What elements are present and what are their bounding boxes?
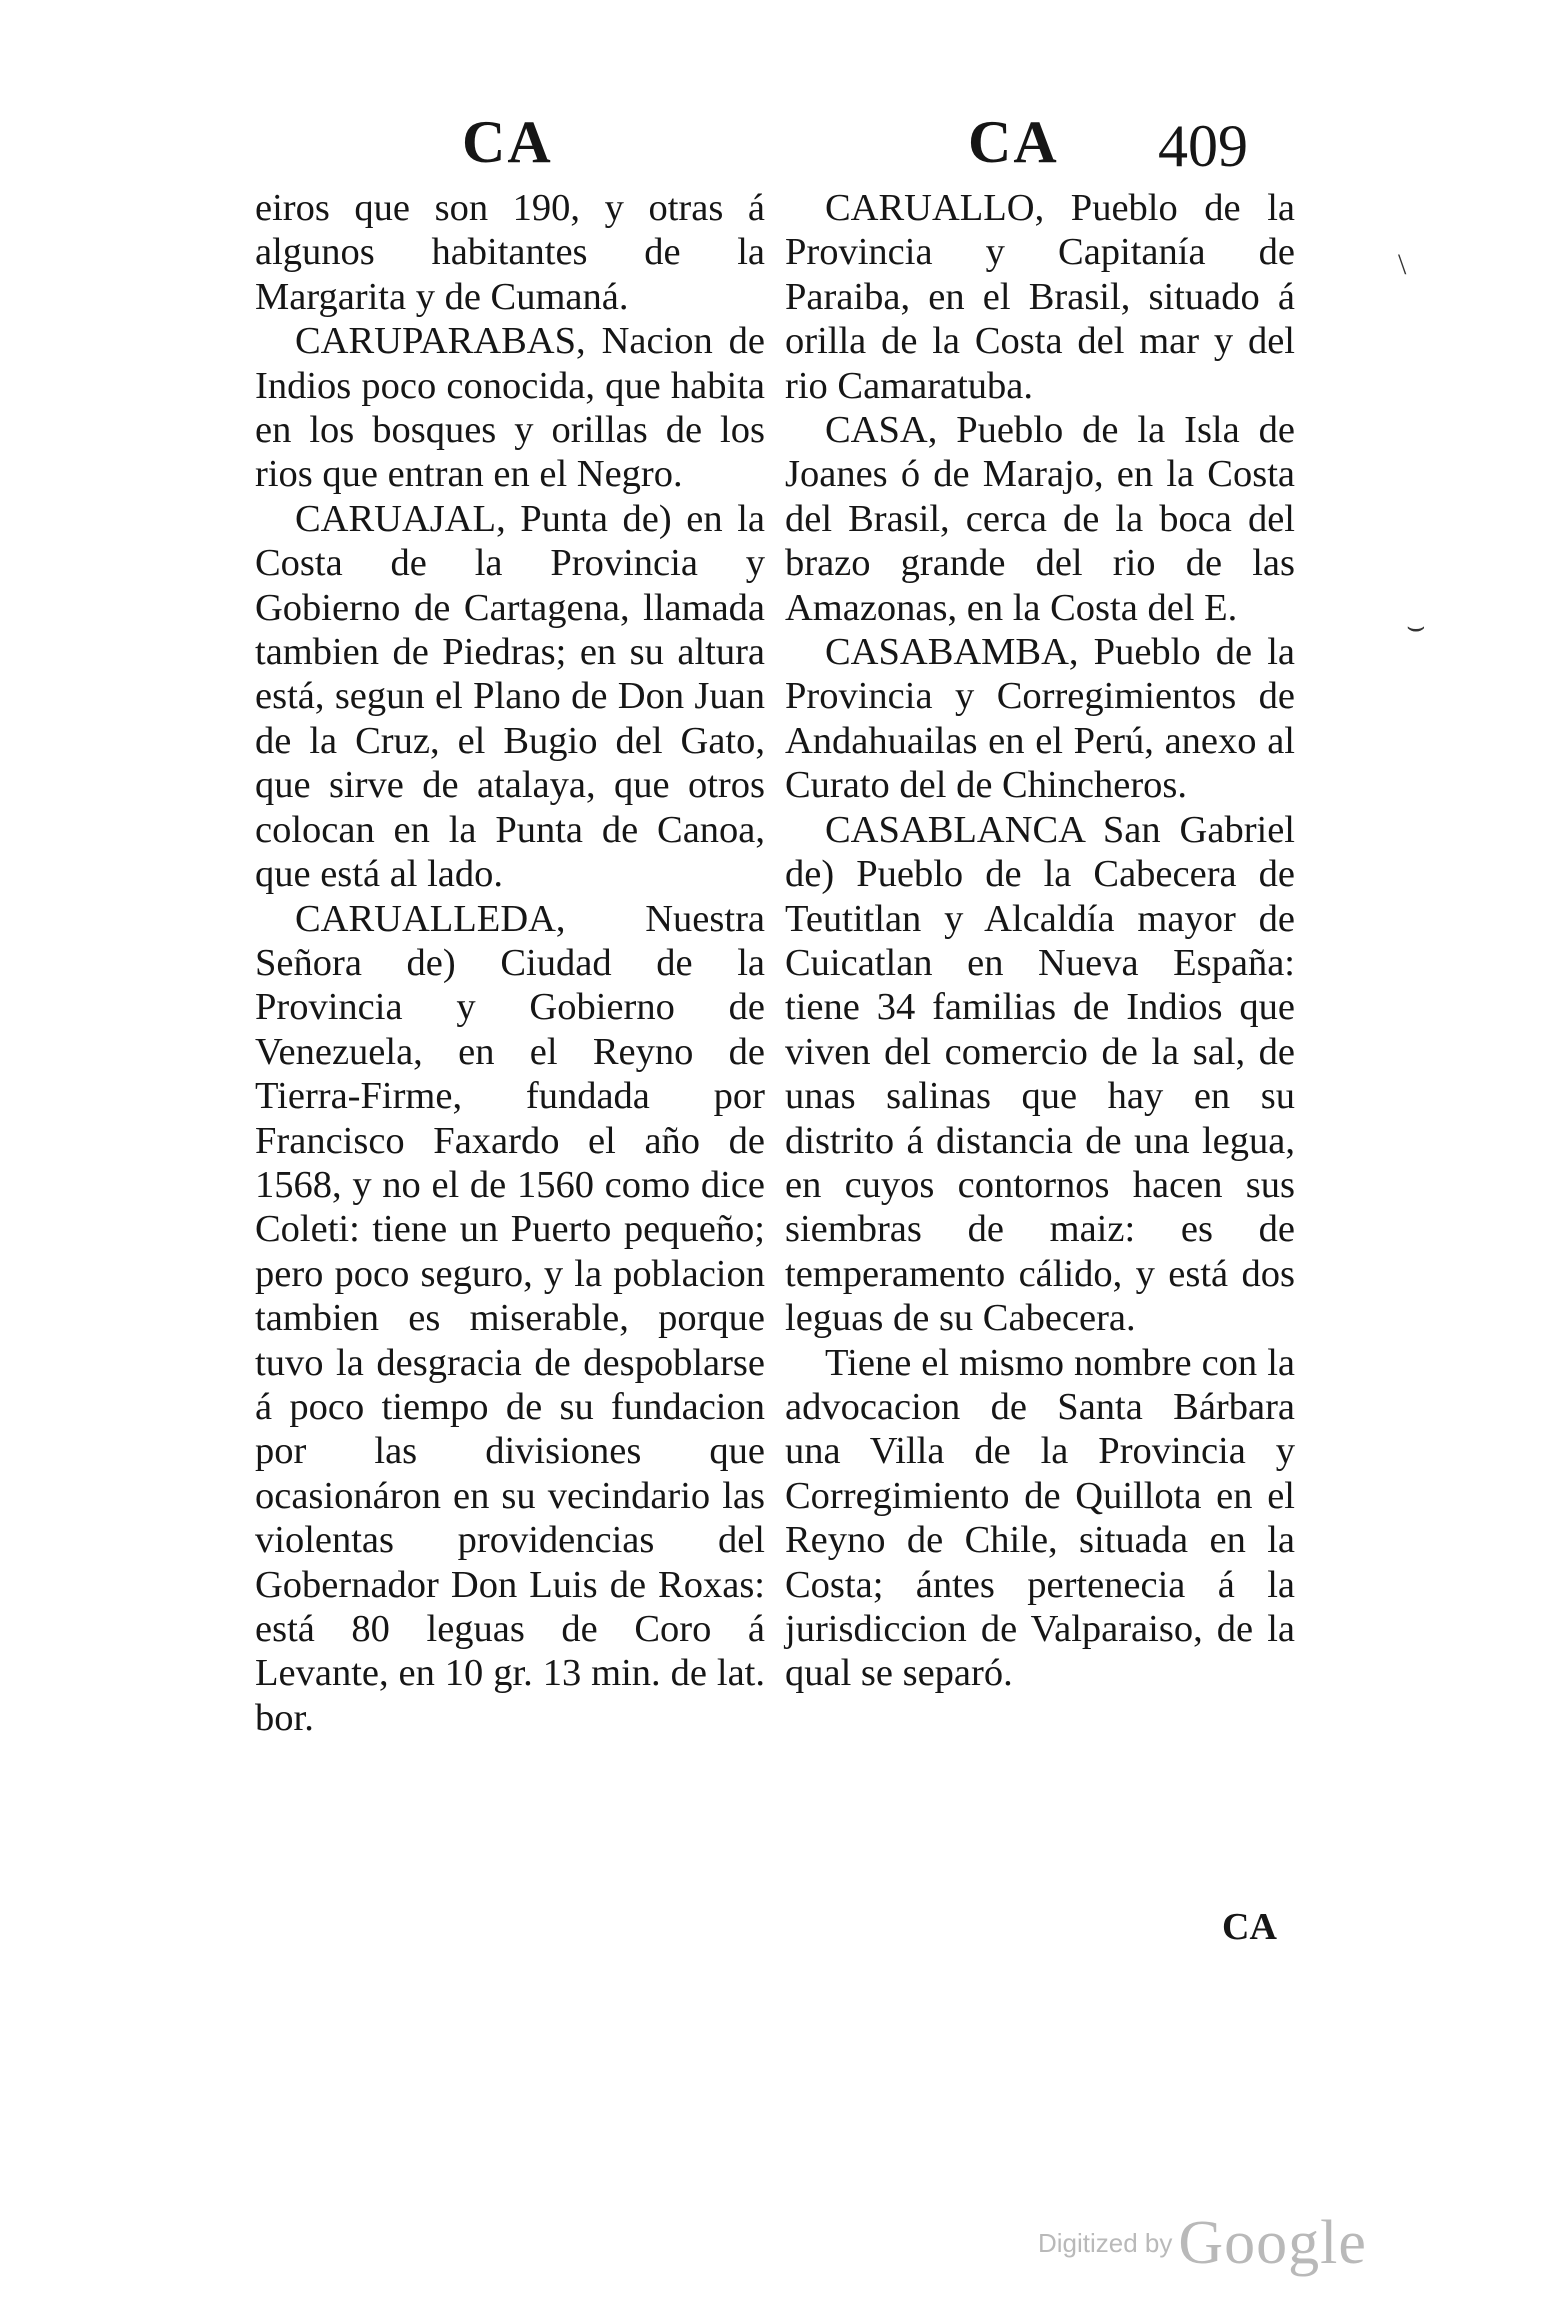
margin-curl-mark: ⌣ — [1406, 610, 1426, 643]
catchword: CA — [1222, 1906, 1277, 1948]
entry-casablanca-chile: Tiene el mismo nombre con la advocacion de Santa Bárbara una Villa de la Provincia y Corregimiento de Quillota en el Reyno de Chile, situada en la Costa; ántes pertenecia á la jurisdiccion de Valparaiso, de la qual se separó. — [785, 1341, 1295, 1695]
entry-casabamba: CASABAMBA, Pueblo de la Provincia y Corregimientos de Andahuailas en el Perú, anexo al Curato del de Chincheros. — [785, 631, 1295, 807]
left-column — [255, 186, 765, 1740]
margin-tick-mark: \ — [1398, 248, 1407, 281]
entry-continuation: eiros que son 190, y otras á algunos habitantes de la Margarita y de Cumaná. — [255, 187, 765, 318]
running-head-left: CA — [462, 109, 553, 175]
page-number: 409 — [1158, 113, 1248, 179]
right-column — [785, 186, 1295, 1696]
google-logo: Google — [1178, 2209, 1367, 2277]
running-head-right: CA — [968, 109, 1059, 175]
digitized-by-google-watermark — [1038, 2208, 1367, 2279]
entry-casablanca: CASABLANCA San Gabriel de) Pueblo de la Cabecera de Teutitlan y Alcaldía mayor de Cuicatlan en Nueva España: tiene 34 familias de Indios que viven del comercio de la sal, de unas salinas que hay en su distrito á distancia de una legua, en cuyos contornos hacen sus siembras de maiz: es de temperamento cálido, y está dos leguas de su Cabecera. — [785, 808, 1295, 1340]
entry-carualleda: CARUALLEDA, Nuestra Señora de) Ciudad de la Provincia y Gobierno de Venezuela, en el Reyno de Tierra-Firme, fundada por Francisco Faxardo el año de 1568, y no el de 1560 como dice Coleti: tiene un Puerto pequeño; pero poco seguro, y la poblacion tambien es miserable, porque tuvo la desgracia de despoblarse á poco tiempo de su fundacion por las divisiones que ocasionáron en su vecindario las violentas providencias del Gobernador Don Luis de Roxas: está 80 leguas de Coro á Levante, en 10 gr. 13 min. de lat. bor. — [255, 897, 765, 1739]
entry-caruparabas: CARUPARABAS, Nacion de Indios poco conocida, que habita en los bosques y orillas de los rios que entran en el Negro. — [255, 320, 765, 496]
entry-casa: CASA, Pueblo de la Isla de Joanes ó de Marajo, en la Costa del Brasil, cerca de la boca del brazo grande del rio de las Amazonas, en la Costa del E. — [785, 409, 1295, 629]
entry-caruajal: CARUAJAL, Punta de) en la Costa de la Provincia y Gobierno de Cartagena, llamada tambien de Piedras; en su altura está, segun el Plano de Don Juan de la Cruz, el Bugio del Gato, que sirve de atalaya, que otros colocan en la Punta de Canoa, que está al lado. — [255, 497, 765, 896]
entry-caruallo: CARUALLO, Pueblo de la Provincia y Capitanía de Paraiba, en el Brasil, situado á orilla de la Costa del mar y del rio Camaratuba. — [785, 187, 1295, 407]
digitized-by-text: Digitized by — [1038, 2228, 1173, 2258]
